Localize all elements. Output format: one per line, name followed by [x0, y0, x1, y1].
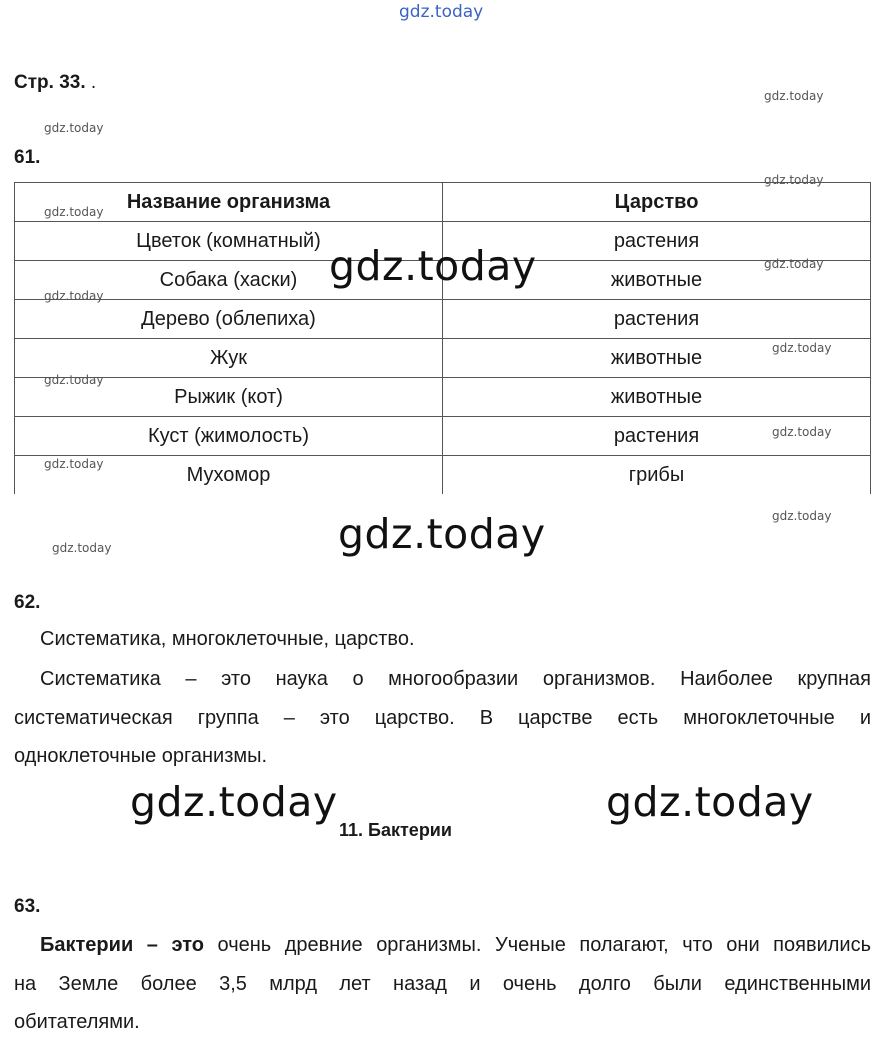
watermark-large: gdz.today: [329, 242, 537, 290]
section-title: 11. Бактерии: [339, 820, 452, 840]
table-row: [15, 339, 871, 378]
column-header-organism: Название организма: [15, 183, 443, 222]
paragraph-line: обитателями.: [14, 1011, 140, 1033]
kingdom-cell: растения: [443, 222, 871, 261]
watermark-small: gdz.today: [44, 121, 104, 135]
watermark-small: gdz.today: [44, 205, 104, 219]
organism-cell: Рыжик (кот): [15, 378, 443, 417]
task-62-terms: Систематика, многоклеточные, царство.: [40, 628, 415, 650]
task-63-paragraph: [14, 926, 871, 1042]
watermark-small: gdz.today: [764, 173, 824, 187]
table-row: [15, 456, 871, 495]
paragraph-line: [14, 926, 871, 965]
organism-cell: Собака (хаски): [15, 261, 443, 300]
site-logo: gdz.today: [399, 2, 484, 22]
kingdom-cell: животные: [443, 339, 871, 378]
organism-cell: Мухомор: [15, 456, 443, 495]
kingdom-cell: грибы: [443, 456, 871, 495]
watermark-small: gdz.today: [44, 373, 104, 387]
page-reference-dot: .: [90, 72, 97, 93]
watermark-small: gdz.today: [44, 289, 104, 303]
watermark-large: gdz.today: [130, 778, 338, 826]
organism-cell: Дерево (облепиха): [15, 300, 443, 339]
column-header-kingdom: Царство: [443, 183, 871, 222]
paragraph-text: очень древние организмы. Ученые полагают, что они появились: [203, 934, 871, 956]
table-row: [15, 378, 871, 417]
organisms-kingdoms-table: [14, 182, 871, 494]
task-62-paragraph: [14, 660, 871, 776]
paragraph-line: на Земле более 3,5 млрд лет назад и очень долго были единственными: [14, 972, 871, 995]
organism-cell: Цветок (комнатный): [15, 222, 443, 261]
watermark-large: gdz.today: [338, 510, 546, 558]
organism-cell: Жук: [15, 339, 443, 378]
task-62-number: 62.: [14, 592, 41, 613]
page-reference: [14, 72, 96, 94]
table-row: [15, 300, 871, 339]
watermark-large: gdz.today: [606, 778, 814, 826]
paragraph-line: систематическая группа – это царство. В царстве есть многоклеточные и: [14, 706, 871, 729]
task-61-number: 61.: [14, 147, 41, 168]
watermark-small: gdz.today: [52, 541, 112, 555]
kingdom-cell: животные: [443, 378, 871, 417]
kingdom-cell: животные: [443, 261, 871, 300]
watermark-small: gdz.today: [772, 425, 832, 439]
watermark-small: gdz.today: [772, 341, 832, 355]
watermark-small: gdz.today: [772, 509, 832, 523]
watermark-small: gdz.today: [764, 89, 824, 103]
table-header-row: [15, 183, 871, 222]
paragraph-line: Систематика – это наука о многообразии организмов. Наиболее крупная: [40, 668, 871, 690]
page-reference-text: Стр. 33.: [14, 72, 86, 93]
watermark-small: gdz.today: [764, 257, 824, 271]
watermark-small: gdz.today: [44, 457, 104, 471]
kingdom-cell: растения: [443, 417, 871, 456]
task-63-number: 63.: [14, 896, 41, 917]
paragraph-line: одноклеточные организмы.: [14, 745, 268, 767]
table-row: [15, 417, 871, 456]
bold-term: Бактерии – это: [40, 934, 204, 956]
kingdom-cell: растения: [443, 300, 871, 339]
organism-cell: Куст (жимолость): [15, 417, 443, 456]
